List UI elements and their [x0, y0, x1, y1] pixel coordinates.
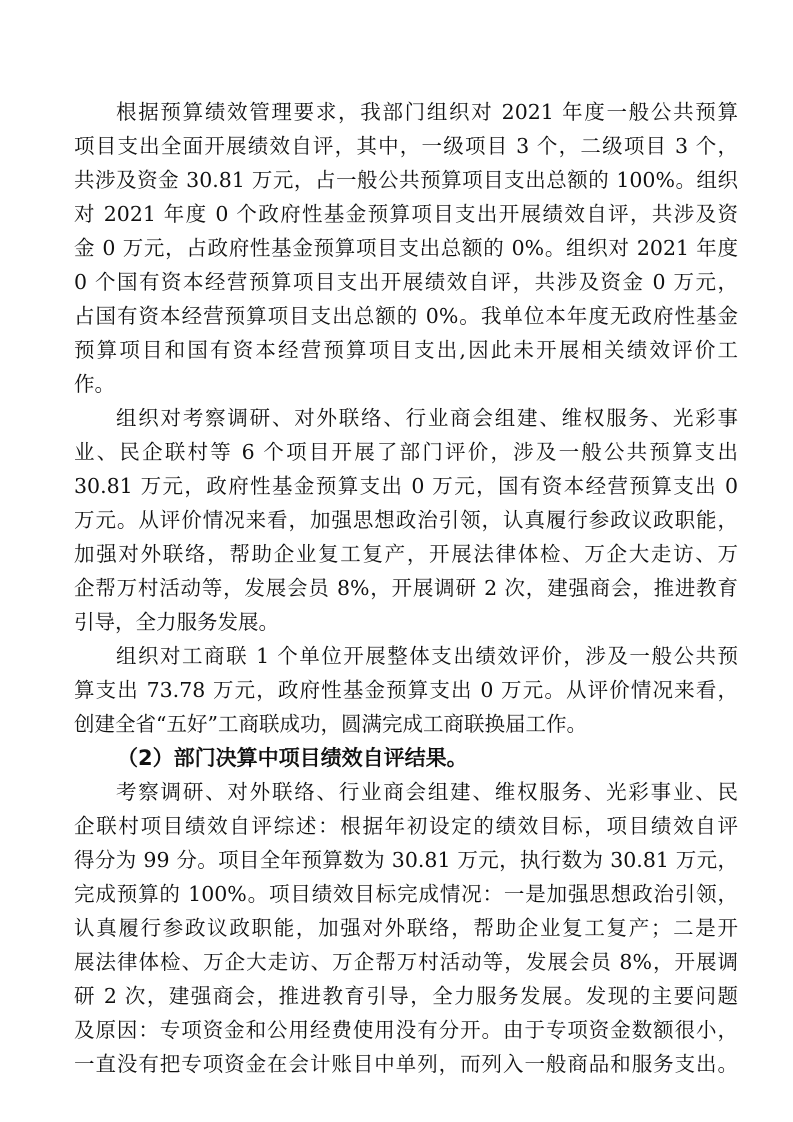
paragraph-1-line-6: 0 个国有资本经营预算项目支出开展绩效自评，共涉及资金 0 万元，	[74, 270, 738, 294]
paragraph-4-line-3: 得分为 99 分。项目全年预算数为 30.81 万元，执行数为 30.81 万元，	[74, 848, 738, 872]
paragraph-2-line-4: 万元。从评价情况来看，加强思想政治引领，认真履行参政议政职能，	[74, 508, 738, 532]
paragraph-1-line-2: 项目支出全面开展绩效自评，其中，一级项目 3 个，二级项目 3 个，	[74, 134, 738, 158]
paragraph-4-line-2: 企联村项目绩效自评综述：根据年初设定的绩效目标，项目绩效自评	[74, 814, 738, 838]
paragraph-2-line-6: 企帮万村活动等，发展会员 8%，开展调研 2 次，建强商会，推进教育	[74, 576, 738, 600]
paragraph-2-line-2: 业、民企联村等 6 个项目开展了部门评价，涉及一般公共预算支出	[74, 440, 738, 464]
paragraph-2-line-7: 引导，全力服务发展。	[74, 610, 279, 634]
paragraph-3-line-3: 创建全省“五好”工商联成功，圆满完成工商联换届工作。	[74, 712, 587, 736]
paragraph-2-line-5: 加强对外联络，帮助企业复工复产，开展法律体检、万企大走访、万	[74, 542, 738, 566]
paragraph-4-line-9: 一直没有把专项资金在会计账目中单列，而列入一般商品和服务支出。	[74, 1052, 738, 1076]
paragraph-2-line-1: 组织对考察调研、对外联络、行业商会组建、维权服务、光彩事	[116, 406, 738, 430]
paragraph-4-line-4: 完成预算的 100%。项目绩效目标完成情况：一是加强思想政治引领，	[74, 882, 738, 906]
paragraph-4-line-6: 展法律体检、万企大走访、万企帮万村活动等，发展会员 8%，开展调	[74, 950, 738, 974]
paragraph-2-line-3: 30.81 万元，政府性基金预算支出 0 万元，国有资本经营预算支出 0	[74, 474, 738, 498]
paragraph-1-line-3: 共涉及资金 30.81 万元，占一般公共预算项目支出总额的 100%。组织	[74, 168, 738, 192]
paragraph-1-line-7: 占国有资本经营预算项目支出总额的 0%。我单位本年度无政府性基金	[74, 304, 738, 328]
paragraph-1-line-8: 预算项目和国有资本经营预算项目支出,因此未开展相关绩效评价工	[74, 338, 738, 362]
paragraph-4-line-1: 考察调研、对外联络、行业商会组建、维权服务、光彩事业、民	[116, 780, 738, 804]
section-heading: （2）部门决算中项目绩效自评结果。	[117, 746, 468, 770]
paragraph-4-line-8: 及原因：专项资金和公用经费使用没有分开。由于专项资金数额很小，	[74, 1018, 738, 1042]
paragraph-1-line-9: 作。	[74, 372, 115, 396]
paragraph-1-line-1: 根据预算绩效管理要求，我部门组织对 2021 年度一般公共预算	[116, 100, 738, 124]
paragraph-1-line-4: 对 2021 年度 0 个政府性基金预算项目支出开展绩效自评，共涉及资	[74, 202, 738, 226]
paragraph-4-line-5: 认真履行参政议政职能，加强对外联络，帮助企业复工复产；二是开	[74, 916, 738, 940]
paragraph-4-line-7: 研 2 次，建强商会，推进教育引导，全力服务发展。发现的主要问题	[74, 984, 738, 1008]
paragraph-3-line-2: 算支出 73.78 万元，政府性基金预算支出 0 万元。从评价情况来看，	[74, 678, 738, 702]
paragraph-3-line-1: 组织对工商联 1 个单位开展整体支出绩效评价，涉及一般公共预	[116, 644, 738, 668]
paragraph-1-line-5: 金 0 万元，占政府性基金预算项目支出总额的 0%。组织对 2021 年度	[74, 236, 738, 260]
